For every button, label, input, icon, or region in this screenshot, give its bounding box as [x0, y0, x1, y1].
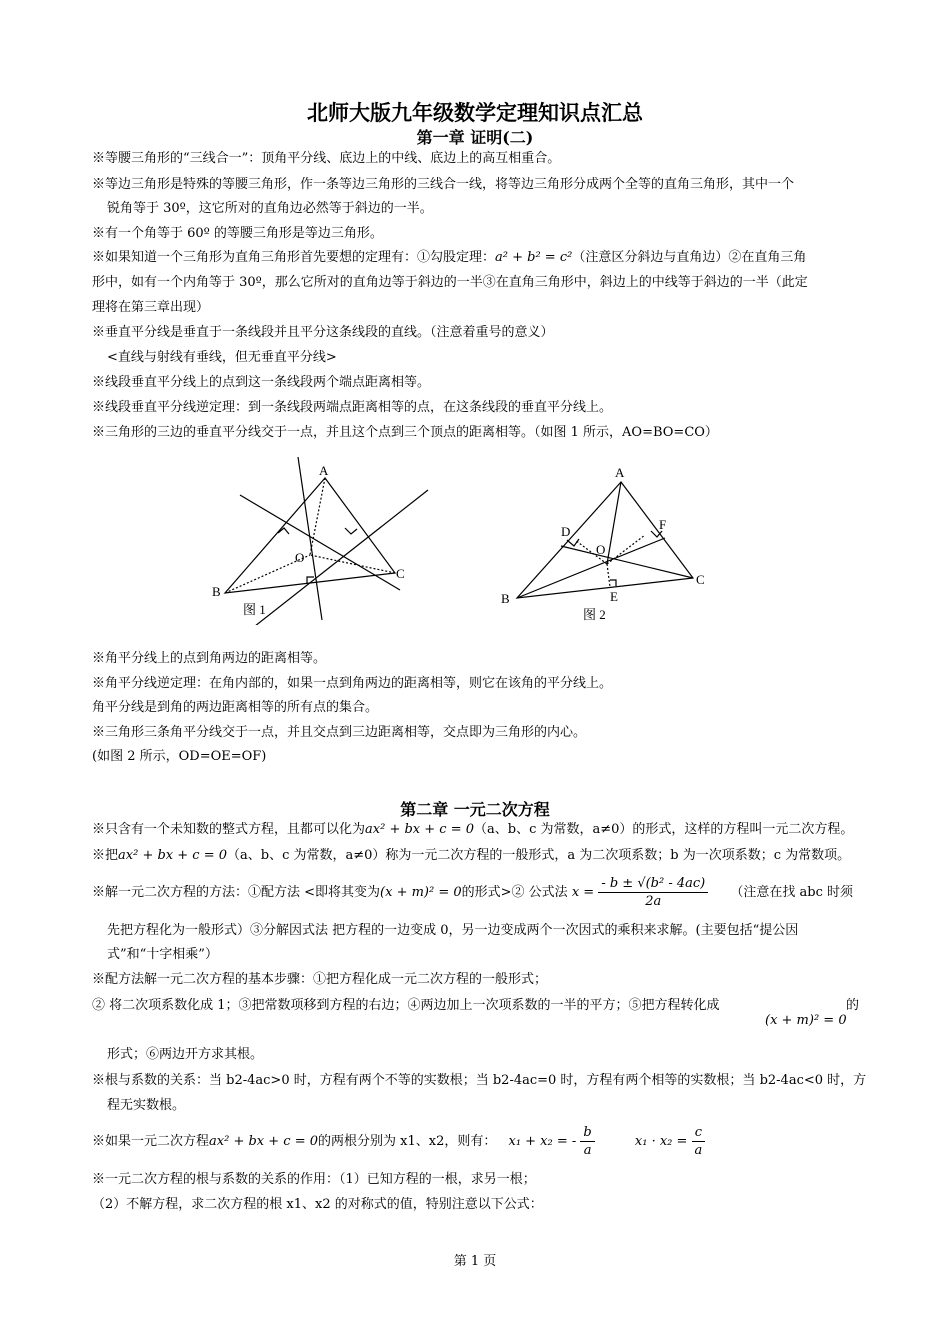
figure-2-caption: 图 2 [583, 607, 606, 622]
label-e: E [610, 589, 618, 604]
text-line: 程无实数根。 [107, 1098, 186, 1113]
right-angle-mark [278, 528, 289, 534]
text-line: （2）不解方程，求二次方程的根 x1、x2 的对称式的值，特别注意以下公式： [92, 1197, 543, 1212]
text-line: ※角平分线上的点到角两边的距离相等。 [92, 651, 327, 666]
chapter2-heading: 第二章 一元二次方程 [400, 800, 550, 819]
text-line [92, 875, 862, 911]
text-line: ※线段垂直平分线上的点到这一条线段两个端点距离相等。 [92, 375, 431, 390]
text-line [92, 1124, 862, 1160]
text-line: 先把方程化为一般形式）③分解因式法 把方程的一边变成 0，另一边变成两个一次因式的乘积来求解。(主要包括“提公因 [107, 923, 799, 938]
label-a: A [615, 465, 625, 480]
text-line: 形式；⑥两边开方求其根。 [107, 1047, 264, 1062]
text-span: 的 [846, 998, 860, 1013]
equation-text: (x + m)² = 0 [765, 1013, 847, 1028]
pythagoras-note: （注意区分斜边与直角边）②在直角三角 [572, 250, 807, 265]
text-line: ※角平分线逆定理：在角内部的，如果一点到角两边的距离相等，则它在该角的平分线上。 [92, 676, 613, 691]
label-d: D [561, 524, 571, 539]
fraction-denominator: a [583, 1143, 592, 1158]
text-span: ※把 [92, 848, 119, 863]
label-b: B [501, 591, 510, 606]
text-line: (如图 2 所示，OD=OE=OF) [92, 749, 267, 764]
formula-numerator: - b ± √(b² - 4ac) [598, 875, 708, 893]
figure-1 [200, 455, 440, 625]
text-line: ※一元二次方程的根与系数的关系的作用：（1）已知方程的一根，求另一根； [92, 1172, 536, 1187]
label-o: O [295, 550, 305, 565]
text-line [92, 249, 862, 266]
equation: ax² + bx + c = 0 [365, 822, 474, 837]
fraction-numerator: b [580, 1124, 594, 1142]
perpendicular-bisector-ac [250, 490, 428, 625]
text-line [92, 821, 862, 838]
vieta-sum: x₁ + x₂ = - [508, 1134, 577, 1149]
text-line: ※三角形的三边的垂直平分线交于一点，并且这个点到三个顶点的距离相等。（如图 1 所示，AO=BO=CO） [92, 425, 718, 440]
label-c: C [696, 572, 705, 587]
text-span: ※只含有一个未知数的整式方程，且都可以化为 [92, 822, 366, 837]
text-span: 的两根分别为 x1、x2，则有： [318, 1134, 497, 1149]
fraction [580, 1124, 594, 1159]
perpendicular-bisector-bc [298, 457, 322, 620]
label-b: B [212, 584, 221, 599]
label-a: A [319, 463, 329, 478]
equation: x = [571, 885, 595, 900]
fraction-numerator: c [692, 1124, 706, 1142]
figure-1-caption: 图 1 [243, 602, 266, 617]
right-angle-mark [345, 528, 357, 534]
formula-denominator: 2a [645, 894, 662, 909]
text-line: ※等腰三角形的“三线合一”：顶角平分线、底边上的中线、底边上的高互相重合。 [92, 151, 561, 166]
text-line: 理将在第三章出现） [92, 300, 210, 315]
text-span: （a、b、c 为常数，a≠0）的形式，这样的方程叫一元二次方程。 [474, 822, 854, 837]
fraction [692, 1124, 706, 1159]
text-span: （a、b、c 为常数，a≠0）称为一元二次方程的一般形式，a 为二次项系数；b 为一次项系数；c 为常数项。 [227, 848, 851, 863]
text-span: ※解一元二次方程的方法：①配方法 <即将其变为 [92, 885, 381, 900]
label-c: C [396, 566, 405, 581]
fraction-denominator: a [694, 1143, 703, 1158]
text-line: 锐角等于 30º，这它所对的直角边必然等于斜边的一半。 [107, 201, 433, 216]
document-title: 北师大版九年级数学定理知识点汇总 [307, 100, 643, 125]
equation: (x + m)² = 0 [380, 885, 462, 900]
quadratic-formula [598, 875, 708, 910]
equation: ax² + bx + c = 0 [118, 848, 227, 863]
text-line: ※三角形三条角平分线交于一点，并且交点到三边距离相等，交点即为三角形的内心。 [92, 725, 587, 740]
text-span: ② 将二次项系数化成 1；③把常数项移到方程的右边；④两边加上一次项系数的一半的平方；⑤把方程转化成 [92, 998, 720, 1013]
figure-2 [495, 460, 725, 630]
pythagoras-intro: ※如果知道一个三角形为直角三角形首先要想的定理有：①勾股定理： [92, 250, 496, 265]
text-line: 形中，如有一个内角等于 30º，那么它所对的直角边等于斜边的一半③在直角三角形中，斜边上的中线等于斜边的一半（此定 [92, 275, 808, 290]
triangle-abc [517, 482, 693, 598]
text-line: <直线与射线有垂线，但无垂直平分线> [107, 350, 337, 365]
equation: ax² + bx + c = 0 [209, 1134, 318, 1149]
dashed-co [310, 555, 395, 573]
equation [765, 1012, 855, 1029]
label-o: O [596, 542, 606, 557]
right-angle-mark [610, 580, 616, 586]
text-line: ※等边三角形是特殊的等腰三角形，作一条等边三角形的三线合一线，将等边三角形分成两个全等的直角三角形，其中一个 [92, 177, 795, 192]
text-line: 式”和“十字相乘”） [107, 947, 218, 962]
text-line [92, 997, 862, 1014]
label-f: F [659, 517, 667, 532]
text-span: （注意在找 abc 时须 [730, 885, 854, 900]
angle-bisector-a [607, 482, 621, 564]
text-line: ※有一个角等于 60º 的等腰三角形是等边三角形。 [92, 226, 383, 241]
text-span: ※如果一元二次方程 [92, 1134, 210, 1149]
text-line [92, 847, 862, 864]
vieta-product: x₁ · x₂ = [634, 1134, 688, 1149]
text-line: 角平分线是到角的两边距离相等的所有点的集合。 [92, 700, 379, 715]
text-line: ※根与系数的关系：当 b2-4ac>0 时，方程有两个不等的实数根；当 b2-4ac=0 时，方程有两个相等的实数根；当 b2-4ac<0 时，方 [92, 1073, 867, 1088]
dashed-oe [607, 564, 610, 587]
text-line: ※垂直平分线是垂直于一条线段并且平分这条线段的直线。（注意着重号的意义） [92, 325, 554, 340]
perpendicular-bisector-ab [240, 495, 400, 590]
text-span: 的形式>② 公式法 [461, 885, 568, 900]
page-number: 第 1 页 [453, 1254, 497, 1269]
text-line: ※线段垂直平分线逆定理：到一条线段两端点距离相等的点，在这条线段的垂直平分线上。 [92, 400, 613, 415]
chapter1-heading: 第一章 证明(二) [416, 128, 534, 147]
text-line: ※配方法解一元二次方程的基本步骤：①把方程化成一元二次方程的一般形式； [92, 972, 548, 987]
pythagoras-formula: a² + b² = c² [495, 250, 573, 265]
